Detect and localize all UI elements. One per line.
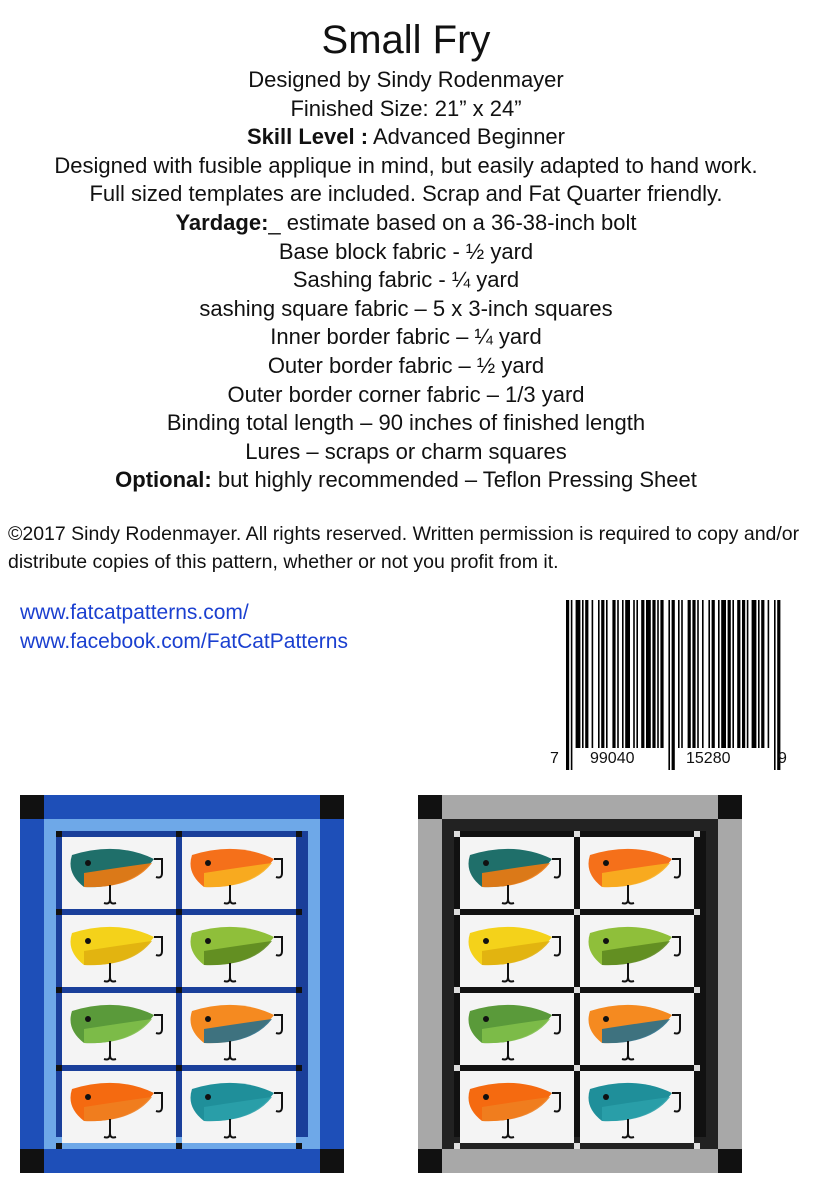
facebook-link[interactable]: www.facebook.com/FatCatPatterns <box>20 630 348 653</box>
sashing-square <box>454 909 460 915</box>
sashing-square <box>56 987 62 993</box>
optional-line <box>0 466 812 495</box>
yardage-item: Outer border fabric – ½ yard <box>267 352 545 378</box>
sashing-square <box>574 831 580 837</box>
optional-value: but highly recommended – Teflon Pressing Sheet <box>211 467 697 493</box>
sashing-square <box>574 1065 580 1071</box>
pattern-info <box>0 66 812 495</box>
sashing-square <box>296 909 302 915</box>
optional-label: Optional: <box>115 467 212 493</box>
lure-eye <box>205 1094 211 1100</box>
yardage-item: Binding total length – 90 inches of finished length <box>166 410 646 436</box>
sashing-square <box>454 1065 460 1071</box>
sashing-square <box>176 987 182 993</box>
lure-eye <box>483 860 489 866</box>
lure-eye <box>85 1016 91 1022</box>
lure-eye <box>205 938 211 944</box>
website-link[interactable]: www.fatcatpatterns.com/ <box>20 601 249 624</box>
lure-eye <box>85 860 91 866</box>
sashing-square <box>56 1143 62 1149</box>
lure-eye <box>483 938 489 944</box>
sashing-square <box>56 831 62 837</box>
sashing-square <box>296 1065 302 1071</box>
sashing-square <box>694 1065 700 1071</box>
corner-square <box>718 795 742 819</box>
description-line: Designed with fusible applique in mind, but easily adapted to hand work. <box>54 152 758 178</box>
quilt-gray-image <box>418 795 742 1173</box>
yardage-item: Inner border fabric – ¼ yard <box>270 324 542 350</box>
lure-eye <box>603 1016 609 1022</box>
corner-square <box>718 1149 742 1173</box>
corner-square <box>320 1149 344 1173</box>
sashing-square <box>694 831 700 837</box>
sashing-square <box>56 1065 62 1071</box>
links <box>20 598 348 656</box>
sashing-square <box>694 909 700 915</box>
sashing-square <box>694 1143 700 1149</box>
barcode-digit-group: 99040 <box>590 750 635 767</box>
barcode-digit-group: 15280 <box>686 750 731 767</box>
barcode-digit-group: 7 <box>550 750 559 767</box>
yardage-item: Sashing fabric - ¼ yard <box>292 267 520 293</box>
yardage-item: sashing square fabric – 5 x 3-inch squares <box>199 295 613 321</box>
designer-line: Designed by Sindy Rodenmayer <box>248 67 564 92</box>
lure-eye <box>85 938 91 944</box>
barcode <box>548 598 798 776</box>
copyright-notice: ©2017 Sindy Rodenmayer. All rights reserved. Written permission is required to copy and/or distribute copies of this pattern, whether or not you profit from it. <box>8 523 800 573</box>
corner-square <box>20 795 44 819</box>
sashing-square <box>296 831 302 837</box>
corner-square <box>20 1149 44 1173</box>
sashing-square <box>176 831 182 837</box>
lure-eye <box>483 1094 489 1100</box>
yardage-item: Base block fabric - ½ yard <box>278 238 534 264</box>
lure-eye <box>483 1016 489 1022</box>
yardage-label: Yardage: <box>175 209 269 235</box>
sashing-square <box>296 1143 302 1149</box>
quilt-blue-image <box>20 795 344 1173</box>
sashing-square <box>176 1065 182 1071</box>
yardage-item: Outer border corner fabric – 1/3 yard <box>227 381 585 407</box>
corner-square <box>418 795 442 819</box>
yardage-note: _ estimate based on a 36-38-inch bolt <box>268 209 637 235</box>
barcode-digit-group: 9 <box>778 750 787 767</box>
sashing-square <box>454 987 460 993</box>
sashing-square <box>454 1143 460 1149</box>
corner-square <box>320 795 344 819</box>
finished-size-line: Finished Size: 21” x 24” <box>290 95 522 121</box>
lure-eye <box>603 938 609 944</box>
lure-eye <box>205 860 211 866</box>
sashing-square <box>296 987 302 993</box>
sashing-square <box>574 987 580 993</box>
sashing-square <box>694 987 700 993</box>
lure-eye <box>603 1094 609 1100</box>
sashing-square <box>176 1143 182 1149</box>
pattern-title: Small Fry <box>321 18 491 62</box>
sashing-square <box>176 909 182 915</box>
sashing-square <box>56 909 62 915</box>
skill-level-line <box>0 123 812 152</box>
yardage-line <box>0 209 812 238</box>
lure-eye <box>85 1094 91 1100</box>
description-line: Full sized templates are included. Scrap and Fat Quarter friendly. <box>89 181 723 207</box>
sashing-square <box>454 831 460 837</box>
corner-square <box>418 1149 442 1173</box>
lure-eye <box>205 1016 211 1022</box>
sashing-square <box>574 1143 580 1149</box>
sashing-square <box>574 909 580 915</box>
skill-level-label: Skill Level : <box>247 124 369 150</box>
yardage-item: Lures – scraps or charm squares <box>245 438 567 464</box>
lure-eye <box>603 860 609 866</box>
skill-level-value: Advanced Beginner <box>368 124 565 150</box>
